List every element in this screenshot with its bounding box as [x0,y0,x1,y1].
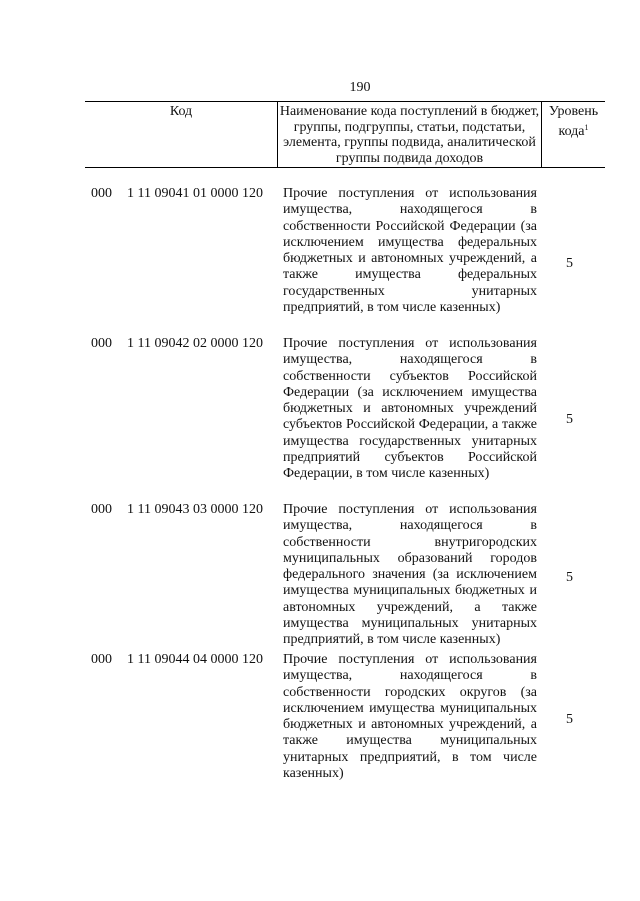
row-description: Прочие поступления от использования имущества, находящегося в собственности Российской Федерации (за исключением имущества федеральных бюджетных и автономных учреждений, а также имущества федеральных государственных унитарных предприятий, в том числе казенных) [283,186,537,316]
row-level: 5 [566,412,573,427]
header-level [542,104,605,139]
row-code: 1 11 09042 02 0000 120 [127,336,263,351]
row-level: 5 [566,256,573,271]
header-top-border [85,101,605,102]
header-level-footnote: 1 [584,122,589,132]
table-header [85,101,605,168]
row-prefix: 000 [91,336,112,351]
row-level: 5 [566,570,573,585]
header-bottom-border [85,167,605,168]
row-description: Прочие поступления от использования имущества, находящегося в собственности городских округов (за исключением имущества муниципальных бюджетных и автономных учреждений, а также имущества муниципальных унитарных предприятий, в том числе казенных) [283,652,537,782]
header-level-label: Уровень кода [548,104,599,139]
row-prefix: 000 [91,652,112,667]
row-level: 5 [566,712,573,727]
page-number: 190 [349,80,371,95]
row-code: 1 11 09044 04 0000 120 [127,652,263,667]
row-code: 1 11 09041 01 0000 120 [127,186,263,201]
header-name: Наименование кода поступлений в бюджет, группы, подгруппы, статьи, подстатьи, элемента, группы подвида, аналитической группы подвида доходов [279,104,540,166]
row-description: Прочие поступления от использования имущества, находящегося в собственности внутригородских муниципальных образований городов федерального значения (за исключением имущества муниципальных бюджетных и автономных учреждений, а также имущества муниципальных унитарных предприятий, в том числе казенных) [283,502,537,648]
row-prefix: 000 [91,502,112,517]
header-code: Код [169,104,193,119]
row-prefix: 000 [91,186,112,201]
row-description: Прочие поступления от использования имущества, находящегося в собственности субъектов Российской Федерации (за исключением имущества бюджетных и автономных учреждений субъектов Российской Федерации, а также имущества государственных унитарных предприятий субъектов Российской Федерации, в том числе казенных) [283,336,537,482]
row-code: 1 11 09043 03 0000 120 [127,502,263,517]
